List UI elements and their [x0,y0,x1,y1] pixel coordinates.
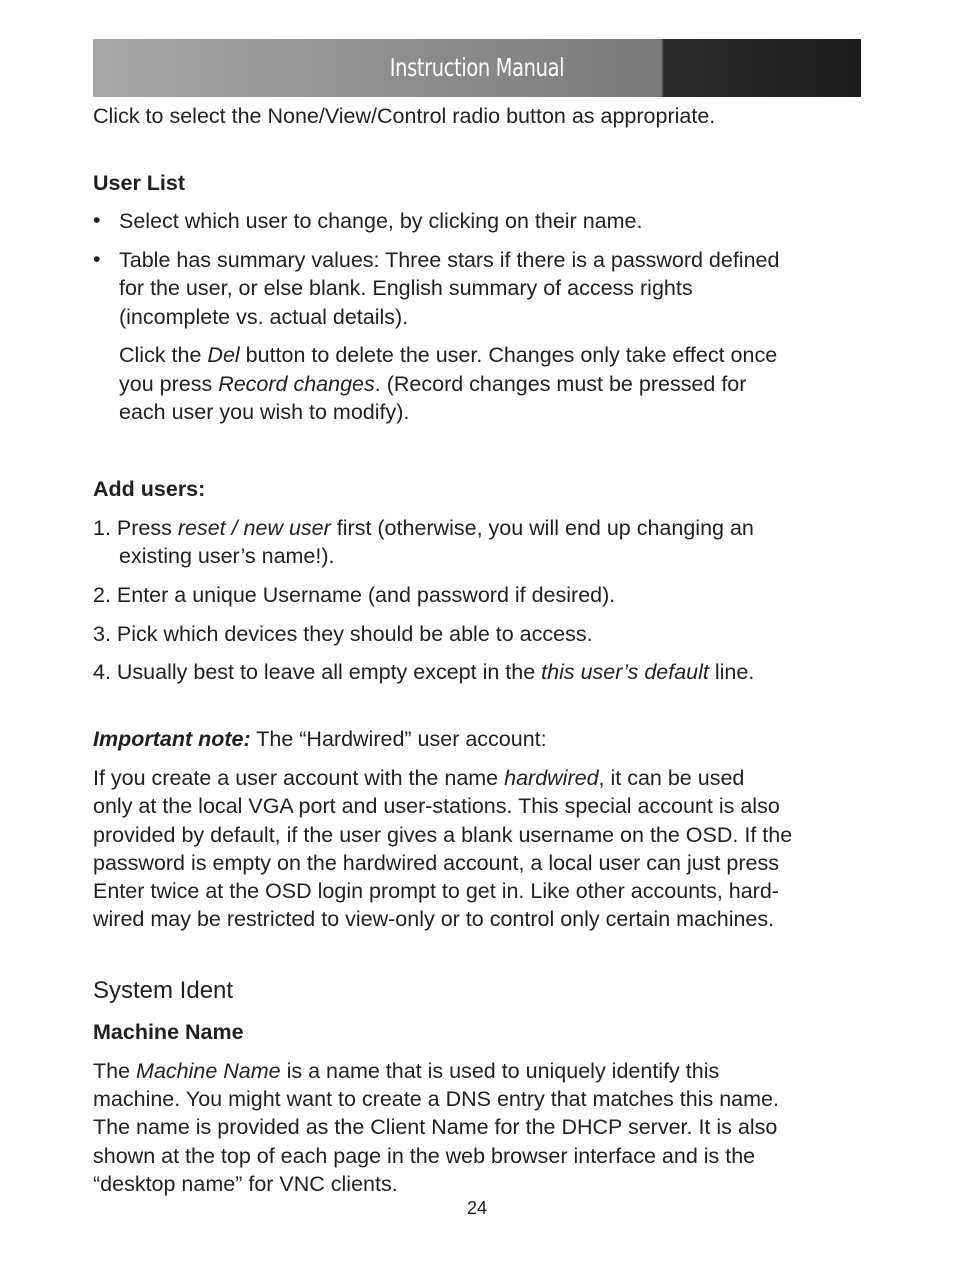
bullet: • [93,247,101,271]
intro-text: Click to select the None/View/Control radio button as appropriate. [93,104,716,128]
del-button-name: Del [207,343,240,367]
user-list-item-1: Select which user to change, by clicking on their name. [119,209,643,233]
text-span: you press [119,372,219,396]
hardwired-paragraph-line [93,764,744,793]
add-users-step-3: 3. Pick which devices they should be able to access. [93,622,593,646]
machine-name-paragraph-line: “desktop name” for VNC clients. [93,1172,398,1196]
bullet: • [93,208,101,232]
text-span: 1. Press [93,516,178,540]
machine-name-paragraph-line: shown at the top of each page in the web browser interface and is the [93,1144,756,1168]
add-users-heading: Add users: [93,477,206,501]
system-ident-heading: System Ident [93,977,234,1004]
machine-name-paragraph-line: machine. You might want to create a DNS entry that matches this name. [93,1087,779,1111]
important-note [93,725,547,754]
delete-instruction-line: each user you wish to modify). [119,400,410,424]
hardwired-paragraph-line: provided by default, if the user gives a blank username on the OSD. If the [93,823,793,847]
add-users-step-2: 2. Enter a unique Username (and password if desired). [93,583,616,607]
text-span: button to delete the user. Changes only take effect once [239,343,778,367]
add-users-step-4 [93,658,754,687]
text-span: If you create a user account with the name [93,766,505,790]
header-title: Instruction Manual [389,53,565,82]
header-banner [93,39,861,97]
user-list-item-2-line: (incomplete vs. actual details). [119,305,409,329]
text-span: Click the [119,343,208,367]
hardwired-name: hardwired [504,766,599,790]
machine-name-paragraph-line: The name is provided as the Client Name for the DHCP server. It is also [93,1115,778,1139]
hardwired-paragraph-line: password is empty on the hardwired account, a local user can just press [93,851,779,875]
text-span: line. [708,660,755,684]
text-span: The [93,1059,137,1083]
text-span: , it can be used [598,766,745,790]
page-number: 24 [466,1198,488,1218]
machine-name-paragraph-line [93,1057,719,1086]
text-span: is a name that is used to uniquely identify this [280,1059,720,1083]
reset-new-user-name: reset / new user [177,516,331,540]
record-changes-name: Record changes [218,372,375,396]
add-users-step-1 [93,514,754,543]
hardwired-paragraph-line: only at the local VGA port and user-stations. This special account is also [93,794,780,818]
machine-name-heading: Machine Name [93,1020,244,1044]
text-span: 4. Usually best to leave all empty except in the [93,660,542,684]
important-note-label: Important note: [93,727,251,751]
delete-instruction-line [119,341,777,370]
user-list-item-2-line: for the user, or else blank. English summary of access rights [119,276,693,300]
text-span: first (otherwise, you will end up changing an [330,516,754,540]
text-span: The “Hardwired” user account: [250,727,547,751]
hardwired-paragraph-line: Enter twice at the OSD login prompt to get in. Like other accounts, hard- [93,879,779,903]
user-list-heading: User List [93,171,186,195]
delete-instruction-line [119,370,746,399]
this-users-default-name: this user’s default [541,660,709,684]
machine-name-term: Machine Name [136,1059,281,1083]
hardwired-paragraph-line: wired may be restricted to view-only or to control only certain machines. [93,907,775,931]
user-list-item-2-line: Table has summary values: Three stars if there is a password defined [119,248,780,272]
text-span: . (Record changes must be pressed for [374,372,747,396]
add-users-step-1-cont: existing user’s name!). [119,544,335,568]
